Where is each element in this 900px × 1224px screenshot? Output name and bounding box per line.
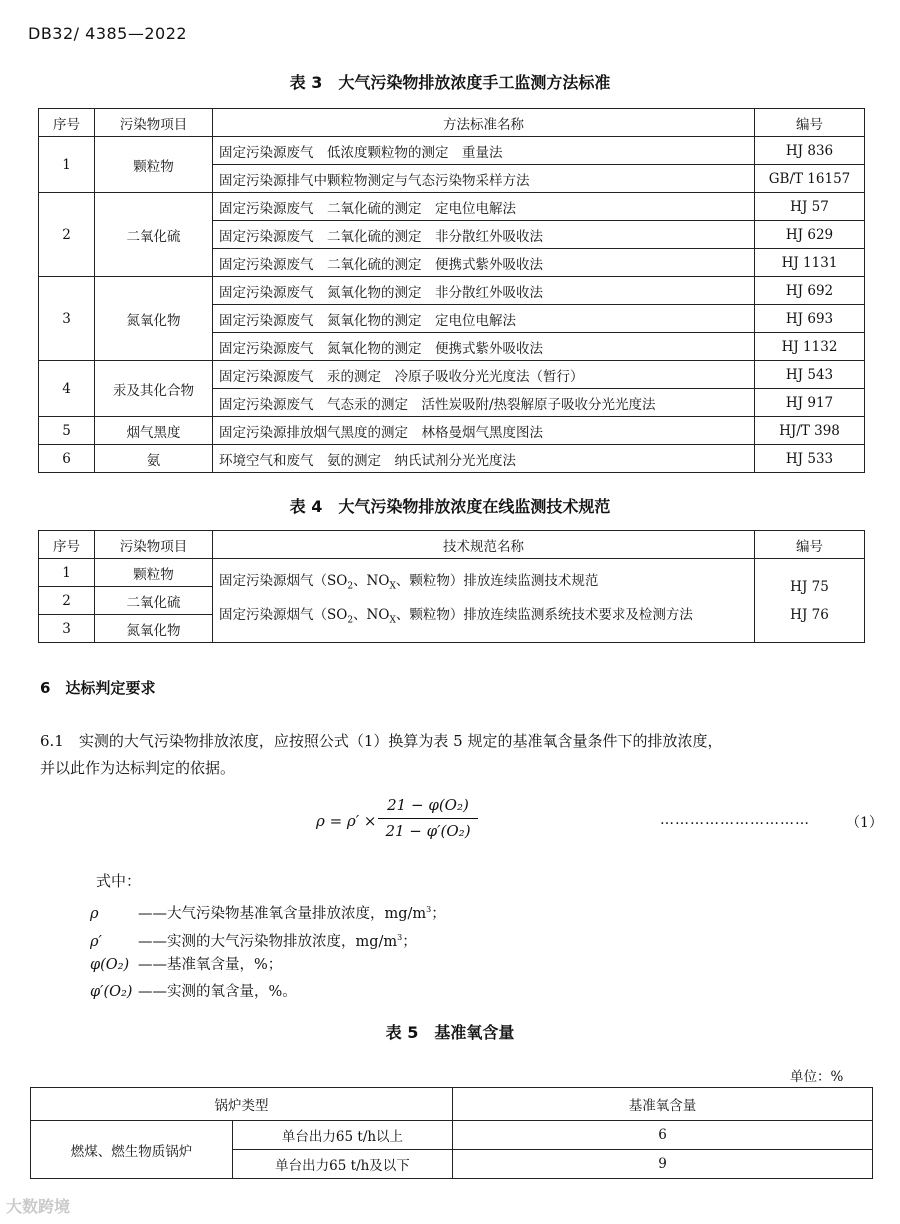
paragraph-line: 并以此作为达标判定的依据。 bbox=[40, 759, 236, 777]
method-name-cell: 固定污染源废气 汞的测定 冷原子吸收分光光度法（暂行） bbox=[213, 361, 755, 389]
method-name-cell: 固定污染源废气 低浓度颗粒物的测定 重量法 bbox=[213, 137, 755, 165]
table4 bbox=[38, 530, 865, 643]
table3-header-no: 序号 bbox=[39, 109, 95, 137]
table5-header-boiler-type: 锅炉类型 bbox=[31, 1088, 453, 1121]
row-number: 5 bbox=[39, 417, 95, 445]
table5-header-oxygen: 基准氧含量 bbox=[453, 1088, 873, 1121]
table3-header-pollutant: 污染物项目 bbox=[95, 109, 213, 137]
row-number: 2 bbox=[39, 587, 95, 615]
definition-text: ——大气污染物基准氧含量排放浓度，mg/m bbox=[138, 905, 427, 922]
definition-text: ——实测的大气污染物排放浓度，mg/m bbox=[138, 933, 398, 950]
definition-line bbox=[90, 954, 282, 976]
spec-code: HJ 76 bbox=[790, 606, 829, 623]
table-row bbox=[39, 559, 865, 587]
unit-note: 单位：% bbox=[790, 1069, 844, 1085]
definition-line bbox=[90, 981, 297, 1003]
formula-fraction bbox=[378, 796, 478, 844]
pollutant-cell: 氮氧化物 bbox=[95, 277, 213, 361]
pollutant-cell: 氨 bbox=[95, 445, 213, 473]
table3 bbox=[38, 108, 865, 473]
definition-symbol: φ(O₂) bbox=[90, 957, 130, 973]
pollutant-cell: 颗粒物 bbox=[95, 137, 213, 193]
method-name-cell: 固定污染源废气 氮氧化物的测定 便携式紫外吸收法 bbox=[213, 333, 755, 361]
row-number: 4 bbox=[39, 361, 95, 417]
table-row bbox=[39, 193, 865, 221]
condition-cell: 单台出力65 t/h以上 bbox=[233, 1121, 453, 1150]
method-name-cell: 固定污染源废气 气态汞的测定 活性炭吸附/热裂解原子吸收分光光度法 bbox=[213, 389, 755, 417]
definition-text: ——实测的氧含量，%。 bbox=[138, 984, 297, 1000]
table4-header-pollutant: 污染物项目 bbox=[95, 531, 213, 559]
table-row bbox=[39, 137, 865, 165]
spec-names-cell bbox=[213, 559, 755, 643]
pollutant-cell: 二氧化硫 bbox=[95, 193, 213, 277]
pollutant-cell: 颗粒物 bbox=[95, 559, 213, 587]
method-code-cell: HJ 533 bbox=[755, 445, 865, 473]
method-name-cell: 固定污染源废气 二氧化硫的测定 非分散红外吸收法 bbox=[213, 221, 755, 249]
document-code: DB32/ 4385—2022 bbox=[28, 24, 188, 43]
table-row bbox=[31, 1121, 873, 1150]
condition-cell: 单台出力65 t/h及以下 bbox=[233, 1150, 453, 1179]
table4-header-spec: 技术规范名称 bbox=[213, 531, 755, 559]
table4-header-no: 序号 bbox=[39, 531, 95, 559]
table3-title: 表 3 大气污染物排放浓度手工监测方法标准 bbox=[289, 73, 611, 92]
oxygen-value-cell: 9 bbox=[453, 1150, 873, 1179]
definition-symbol: φ′(O₂) bbox=[90, 984, 133, 1000]
formula-number: （1） bbox=[846, 815, 883, 831]
row-number: 1 bbox=[39, 559, 95, 587]
watermark-logo: 大数跨境 bbox=[6, 1197, 71, 1216]
section-heading: 6 达标判定要求 bbox=[40, 679, 156, 697]
spec-code: HJ 75 bbox=[790, 578, 829, 595]
definition-symbol: ρ bbox=[90, 905, 99, 922]
formula-leader-dots: ………………………… bbox=[660, 812, 810, 828]
row-number: 1 bbox=[39, 137, 95, 193]
definition-line: ρ ——大气污染物基准氧含量排放浓度，$mg/m^3$； bbox=[90, 899, 446, 921]
table5-title: 表 5 基准氧含量 bbox=[385, 1023, 515, 1042]
oxygen-value-cell: 6 bbox=[453, 1121, 873, 1150]
formula bbox=[316, 796, 486, 848]
paragraph-line: 6.1 实测的大气污染物排放浓度，应按照公式（1）换算为表 5 规定的基准氧含量条件下的排放浓度， bbox=[40, 732, 723, 750]
table-row bbox=[39, 445, 865, 473]
method-code-cell: GB/T 16157 bbox=[755, 165, 865, 193]
boiler-group-cell: 燃煤、燃生物质锅炉 bbox=[31, 1121, 233, 1179]
definition-line: ρ′ ——实测的大气污染物排放浓度，$mg/m^3$； bbox=[90, 927, 417, 949]
spec-codes-cell bbox=[755, 559, 865, 643]
where-label: 式中： bbox=[96, 872, 142, 890]
method-code-cell: HJ 692 bbox=[755, 277, 865, 305]
table4-header-code: 编号 bbox=[755, 531, 865, 559]
table4-title: 表 4 大气污染物排放浓度在线监测技术规范 bbox=[289, 497, 611, 516]
table5 bbox=[30, 1087, 873, 1179]
method-name-cell: 固定污染源废气 氮氧化物的测定 非分散红外吸收法 bbox=[213, 277, 755, 305]
spec-name: 固定污染源烟气（$SO_2$、$NO_X$、颗粒物）排放连续监测系统技术要求及检测方法 bbox=[219, 606, 693, 626]
method-name-cell: 固定污染源废气 氮氧化物的测定 定电位电解法 bbox=[213, 305, 755, 333]
method-name-cell: 固定污染源废气 二氧化硫的测定 定电位电解法 bbox=[213, 193, 755, 221]
pollutant-cell: 二氧化硫 bbox=[95, 587, 213, 615]
formula-denominator: 21 − φ′(O₂) bbox=[385, 822, 471, 840]
method-code-cell: HJ 1131 bbox=[755, 249, 865, 277]
method-name-cell: 固定污染源排气中颗粒物测定与气态污染物采样方法 bbox=[213, 165, 755, 193]
pollutant-cell: 汞及其化合物 bbox=[95, 361, 213, 417]
formula-numerator: 21 − φ(O₂) bbox=[378, 796, 478, 819]
table-row bbox=[39, 417, 865, 445]
table3-header-code: 编号 bbox=[755, 109, 865, 137]
formula-lhs: ρ = ρ′ × bbox=[316, 812, 377, 830]
row-number: 6 bbox=[39, 445, 95, 473]
method-code-cell: HJ 1132 bbox=[755, 333, 865, 361]
table3-header-method: 方法标准名称 bbox=[213, 109, 755, 137]
table-row bbox=[39, 361, 865, 389]
method-code-cell: HJ 57 bbox=[755, 193, 865, 221]
method-code-cell: HJ 836 bbox=[755, 137, 865, 165]
method-code-cell: HJ 543 bbox=[755, 361, 865, 389]
definition-text: ——基准氧含量，%； bbox=[138, 957, 283, 973]
method-code-cell: HJ 917 bbox=[755, 389, 865, 417]
pollutant-cell: 烟气黑度 bbox=[95, 417, 213, 445]
method-code-cell: HJ/T 398 bbox=[755, 417, 865, 445]
method-name-cell: 固定污染源废气 二氧化硫的测定 便携式紫外吸收法 bbox=[213, 249, 755, 277]
method-code-cell: HJ 629 bbox=[755, 221, 865, 249]
row-number: 2 bbox=[39, 193, 95, 277]
method-code-cell: HJ 693 bbox=[755, 305, 865, 333]
method-name-cell: 固定污染源排放烟气黑度的测定 林格曼烟气黑度图法 bbox=[213, 417, 755, 445]
pollutant-cell: 氮氧化物 bbox=[95, 615, 213, 643]
method-name-cell: 环境空气和废气 氨的测定 纳氏试剂分光光度法 bbox=[213, 445, 755, 473]
row-number: 3 bbox=[39, 615, 95, 643]
definition-symbol: ρ′ bbox=[90, 933, 102, 950]
spec-name: 固定污染源烟气（$SO_2$、$NO_X$、颗粒物）排放连续监测技术规范 bbox=[219, 572, 599, 592]
row-number: 3 bbox=[39, 277, 95, 361]
table-row bbox=[39, 277, 865, 305]
